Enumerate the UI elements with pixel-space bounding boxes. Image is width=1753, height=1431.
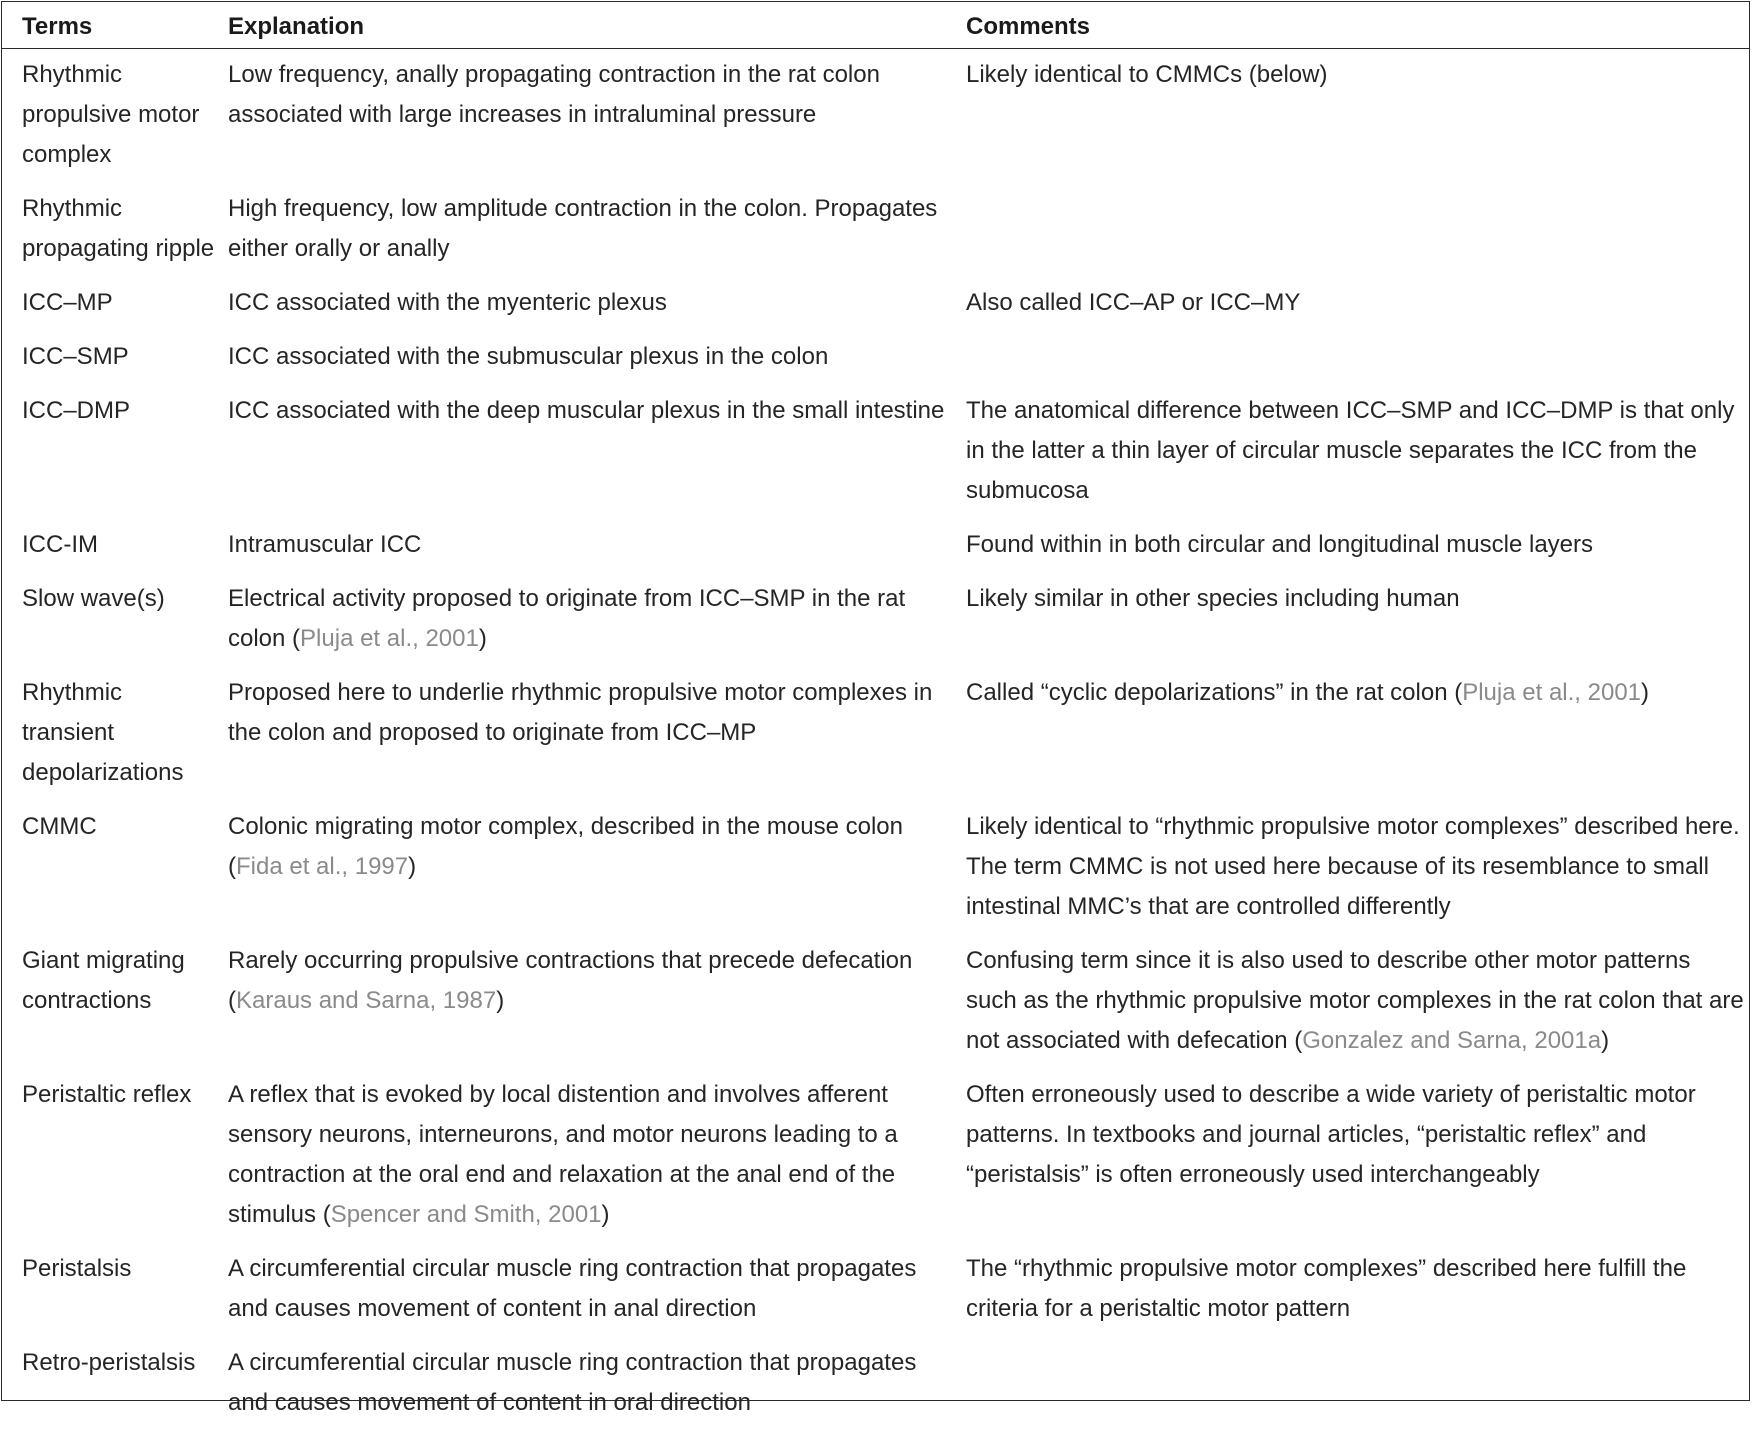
comment-cell: Likely identical to “rhythmic propulsive motor complexes” described here. The term CMMC is not used here because of its resemblance to small intestinal MMC’s that are controlled differently <box>966 813 1740 920</box>
table-row <box>2 801 1749 935</box>
table-row <box>2 519 1749 573</box>
header-comments: Comments <box>966 2 1749 49</box>
explanation-text-end: ) <box>601 1201 610 1228</box>
terms-table-frame <box>1 1 1750 1416</box>
term-cell: ICC–MP <box>22 289 113 316</box>
table-row <box>2 1337 1749 1431</box>
explanation-cell: Intramuscular ICC <box>228 531 422 558</box>
table-row <box>2 277 1749 331</box>
comment-cell: Often erroneously used to describe a wide variety of peristaltic motor patterns. In textbooks and journal articles, “peristaltic reflex” and “peristalsis” is often erroneously used interchangeably <box>966 1081 1696 1188</box>
table-row <box>2 1069 1749 1243</box>
table-row <box>2 49 1749 184</box>
explanation-cell: A circumferential circular muscle ring contraction that propagates and causes movement of content in oral direction <box>228 1349 917 1416</box>
comment-cell: The “rhythmic propulsive motor complexes” described here fulfill the criteria for a peristaltic motor pattern <box>966 1255 1687 1322</box>
comment-cell <box>966 935 1749 1069</box>
term-cell: ICC–SMP <box>22 343 129 370</box>
explanation-cell: ICC associated with the submuscular plexus in the colon <box>228 343 829 370</box>
comment-cell: Found within in both circular and longitudinal muscle layers <box>966 531 1593 558</box>
table-row <box>2 667 1749 801</box>
header-row <box>2 2 1749 49</box>
explanation-cell: High frequency, low amplitude contraction in the colon. Propagates either orally or anally <box>228 195 938 262</box>
table-row <box>2 573 1749 667</box>
citation-link[interactable]: Spencer and Smith, 2001 <box>330 1201 602 1228</box>
explanation-text-end: ) <box>496 987 505 1014</box>
citation-link[interactable]: Pluja et al., 2001 <box>300 625 479 652</box>
explanation-text-end: ) <box>408 853 417 880</box>
term-cell: Peristaltic reflex <box>22 1081 192 1108</box>
explanation-cell: ICC associated with the myenteric plexus <box>228 289 667 316</box>
explanation-cell <box>228 573 966 667</box>
explanation-text: A reflex that is evoked by local distention and involves afferent sensory neurons, interneurons, and motor neurons leading to a contraction at the oral end and relaxation at the anal end of the stimulus ( <box>228 1081 898 1228</box>
comment-text-end: ) <box>1601 1027 1610 1054</box>
term-cell: ICC–DMP <box>22 397 131 424</box>
explanation-text-end: ) <box>478 625 487 652</box>
explanation-cell <box>228 935 966 1069</box>
table-row <box>2 183 1749 277</box>
comment-cell: Likely identical to CMMCs (below) <box>966 61 1328 88</box>
term-cell: Retro-peristalsis <box>22 1349 196 1376</box>
explanation-cell <box>228 801 966 935</box>
term-cell: CMMC <box>22 813 97 840</box>
comment-text-end: ) <box>1641 679 1650 706</box>
explanation-cell: Low frequency, anally propagating contraction in the rat colon associated with large increases in intraluminal pressure <box>228 61 880 128</box>
comment-cell: The anatomical difference between ICC–SMP and ICC–DMP is that only in the latter a thin layer of circular muscle separates the ICC from the submucosa <box>966 397 1735 504</box>
table-row <box>2 385 1749 519</box>
header-terms: Terms <box>2 2 228 49</box>
term-cell: Giant migrating contractions <box>22 947 185 1014</box>
term-cell: Rhythmic propulsive motor complex <box>22 61 200 168</box>
comment-text: Called “cyclic depolarizations” in the rat colon ( <box>966 679 1463 706</box>
table-row <box>2 935 1749 1069</box>
citation-link[interactable]: Karaus and Sarna, 1987 <box>236 987 497 1014</box>
header-explanation: Explanation <box>228 2 966 49</box>
table-row <box>2 1243 1749 1337</box>
explanation-cell: A circumferential circular muscle ring contraction that propagates and causes movement of content in anal direction <box>228 1255 917 1322</box>
explanation-text: Electrical activity proposed to originate from ICC–SMP in the rat colon ( <box>228 585 906 652</box>
explanation-text: Rarely occurring propulsive contractions that precede defecation ( <box>228 947 913 1014</box>
comment-text: Confusing term since it is also used to describe other motor patterns such as the rhythmic propulsive motor complexes in the rat colon that are not associated with defecation ( <box>966 947 1744 1054</box>
comment-cell <box>966 331 1749 385</box>
term-cell: Slow wave(s) <box>22 585 165 612</box>
explanation-cell: Proposed here to underlie rhythmic propulsive motor complexes in the colon and proposed to originate from ICC–MP <box>228 679 933 746</box>
terms-table <box>2 2 1749 1431</box>
comment-cell: Likely similar in other species including human <box>966 585 1460 612</box>
term-cell: Rhythmic transient depolarizations <box>22 679 184 786</box>
explanation-cell <box>228 1069 966 1243</box>
explanation-text: Colonic migrating motor complex, described in the mouse colon ( <box>228 813 903 880</box>
citation-link[interactable]: Fida et al., 1997 <box>236 853 409 880</box>
term-cell: Rhythmic propagating ripple <box>22 195 215 262</box>
comment-cell <box>966 667 1749 801</box>
comment-cell <box>966 1337 1749 1431</box>
explanation-cell: ICC associated with the deep muscular plexus in the small intestine <box>228 397 945 424</box>
table-row <box>2 331 1749 385</box>
citation-link[interactable]: Pluja et al., 2001 <box>1462 679 1642 706</box>
comment-cell: Also called ICC–AP or ICC–MY <box>966 289 1301 316</box>
term-cell: Peristalsis <box>22 1255 132 1282</box>
citation-link[interactable]: Gonzalez and Sarna, 2001a <box>1302 1027 1602 1054</box>
comment-cell <box>966 183 1749 277</box>
term-cell: ICC-IM <box>22 531 98 558</box>
